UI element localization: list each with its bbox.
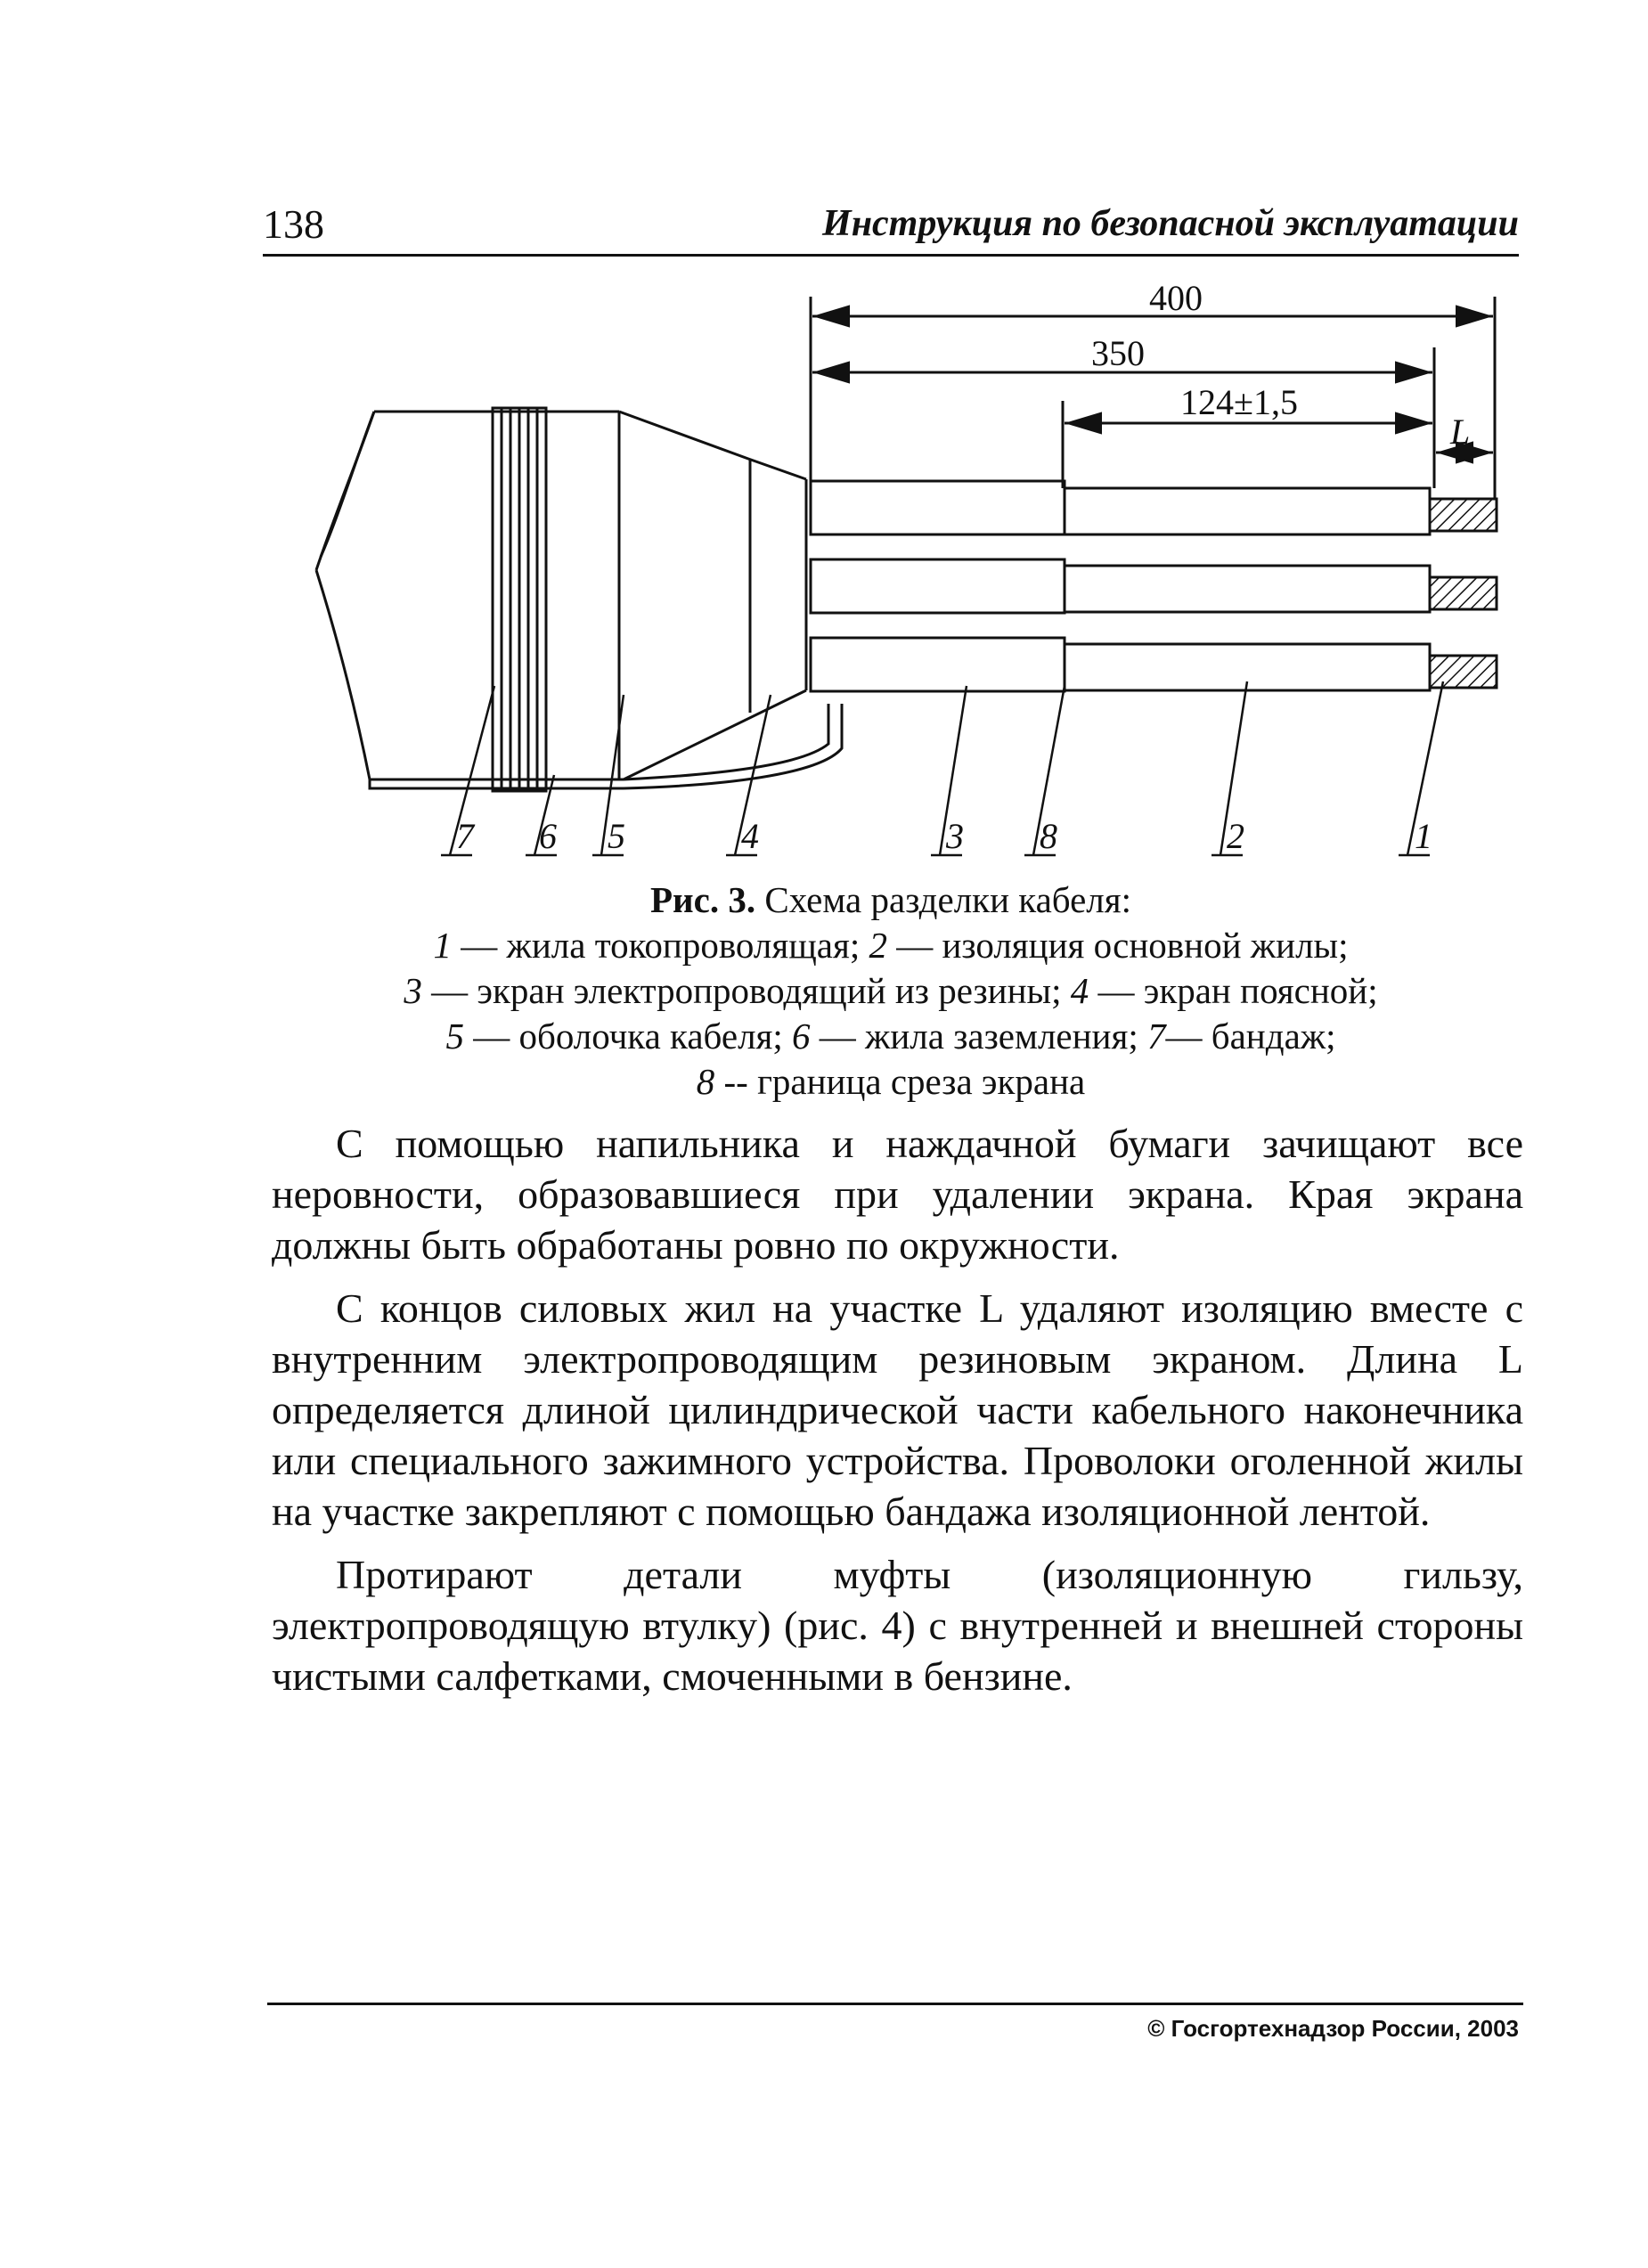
caption-title: Схема разделки кабеля:	[764, 879, 1132, 920]
callout-2: 2	[1227, 816, 1244, 856]
caption-line-3: 5 — оболочка кабеля; 6 — жила заземления; 7— бандаж;	[445, 1016, 1336, 1056]
callout-1: 1	[1415, 816, 1432, 856]
cores	[811, 481, 1497, 691]
copyright: © Госгортехнадзор России, 2003	[1147, 2015, 1519, 2042]
callout-5: 5	[608, 816, 625, 856]
caption-line-4: 8 -- граница среза экрана	[696, 1061, 1086, 1102]
paragraph-3: Протирают детали муфты (изоляционную гильзу, электропроводящую втулку) (рис. 4) с внутренней и внешней стороны чистыми салфетками, смоченными в бензине.	[272, 1552, 1523, 1699]
footer-rule	[267, 2003, 1523, 2005]
callout-7: 7	[456, 816, 474, 856]
callout-4: 4	[741, 816, 759, 856]
caption-label: Рис. 3.	[649, 879, 756, 920]
dimension-350: 350	[1091, 333, 1145, 373]
dimension-124: 124±1,5	[1180, 382, 1298, 422]
caption-line-2: 3 — экран электропроводящий из резины; 4 — экран поясной;	[404, 970, 1378, 1011]
page-number: 138	[263, 201, 324, 247]
callout-6: 6	[539, 816, 557, 856]
dimension-400: 400	[1149, 278, 1203, 318]
leader-lines	[441, 681, 1443, 855]
dimension-labels	[1091, 278, 1470, 452]
figure-caption	[267, 877, 1514, 1105]
body-text	[272, 1118, 1523, 1714]
running-title: Инструкция по безопасной эксплуатации	[822, 203, 1519, 244]
callout-3: 3	[946, 816, 964, 856]
callout-8: 8	[1040, 816, 1057, 856]
dimension-lines	[811, 297, 1495, 499]
paragraph-2: С концов силовых жил на участке L удаляют изоляцию вместе с внутренним электропроводящим резиновым экраном. Длина L определяется длиной цилиндрической части кабельного наконечника или специального зажимного устройства. Проволоки оголенной жилы на участке закрепляют с помощью бандажа изоляционной лентой.	[272, 1285, 1523, 1534]
dimension-L: L	[1450, 412, 1471, 452]
cable-cutting-diagram	[294, 267, 1523, 873]
page-header	[263, 200, 1519, 257]
paragraph-1: С помощью напильника и наждачной бумаги зачищают все неровности, образовавшиеся при удалении экрана. Края экрана должны быть обработаны ровно по окружности.	[272, 1121, 1523, 1268]
caption-title-line	[267, 877, 1514, 923]
caption-line-1: 1 — жила токопроволящая; 2 — изоляция основной жилы;	[433, 925, 1349, 966]
